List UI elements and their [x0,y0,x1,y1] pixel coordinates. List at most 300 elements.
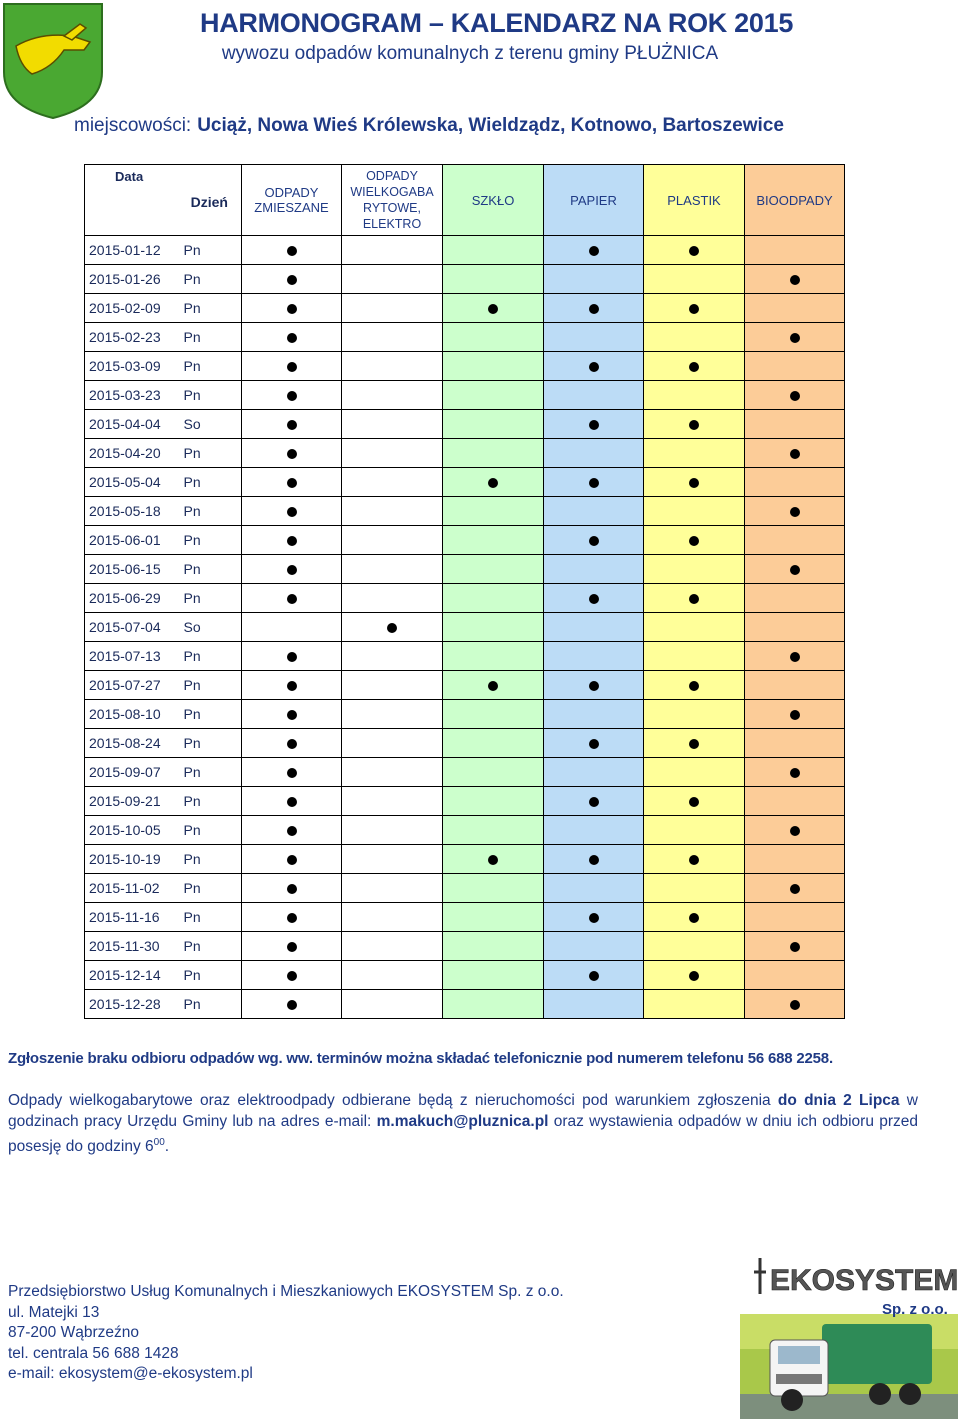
collection-dot-icon [287,304,297,314]
row-date: 2015-09-21 [85,787,178,816]
collection-dot-icon [790,826,800,836]
row-date: 2015-07-27 [85,671,178,700]
cell-bio [745,410,845,439]
cell-bulky [342,236,443,265]
collection-dot-icon [790,942,800,952]
cell-mixed [242,729,342,758]
cell-glass [443,700,544,729]
header-bulky-line4: ELEKTRO [362,217,422,231]
row-day: Pn [178,990,242,1019]
cell-glass [443,787,544,816]
cell-plastic [644,265,745,294]
cell-paper [544,787,644,816]
cell-mixed [242,874,342,903]
collection-dot-icon [287,826,297,836]
cell-glass [443,874,544,903]
cell-plastic [644,352,745,381]
cell-glass [443,294,544,323]
cell-bulky [342,584,443,613]
collection-dot-icon [589,594,599,604]
collection-dot-icon [790,391,800,401]
cell-glass [443,526,544,555]
cell-glass [443,932,544,961]
collection-dot-icon [287,565,297,575]
cell-glass [443,845,544,874]
cell-bulky [342,410,443,439]
cell-bio [745,903,845,932]
cell-bulky [342,265,443,294]
cell-paper [544,816,644,845]
collection-dot-icon [287,710,297,720]
cell-bio [745,323,845,352]
cell-paper [544,439,644,468]
table-row [85,816,845,845]
table-row [85,874,845,903]
table-row [85,990,845,1019]
row-date: 2015-11-30 [85,932,178,961]
header-bulky-line2: WIELKOGABA [350,185,434,199]
cell-glass [443,816,544,845]
cell-paper [544,381,644,410]
table-row [85,845,845,874]
row-day: Pn [178,236,242,265]
cell-mixed [242,439,342,468]
cell-paper [544,236,644,265]
cell-paper [544,555,644,584]
locations-line [74,115,784,137]
collection-dot-icon [287,536,297,546]
cell-plastic [644,555,745,584]
row-date: 2015-09-07 [85,758,178,787]
cell-bio [745,439,845,468]
bulky-note-end: . [164,1138,170,1156]
collection-dot-icon [287,971,297,981]
header-mixed-line1: ODPADY [264,185,319,200]
collection-dot-icon [287,275,297,285]
cell-plastic [644,381,745,410]
cell-glass [443,323,544,352]
cell-glass [443,903,544,932]
footer-email-label: e-mail: [8,1365,55,1382]
cell-mixed [242,671,342,700]
table-row [85,381,845,410]
table-row [85,642,845,671]
table-row [85,497,845,526]
collection-dot-icon [689,855,699,865]
table-row [85,758,845,787]
complaint-note: Zgłoszenie braku odbioru odpadów wg. ww. terminów można składać telefonicznie pod numerem telefonu 56 688 2258. [8,1050,833,1067]
collection-dot-icon [689,797,699,807]
cell-bulky [342,729,443,758]
collection-dot-icon [589,797,599,807]
cell-paper [544,468,644,497]
locations-label: miejscowości: [74,115,192,136]
cell-plastic [644,845,745,874]
table-row [85,468,845,497]
table-row [85,439,845,468]
cell-mixed [242,642,342,671]
row-date: 2015-06-29 [85,584,178,613]
row-day: Pn [178,323,242,352]
cell-bulky [342,845,443,874]
cell-mixed [242,932,342,961]
cell-plastic [644,294,745,323]
cell-bio [745,381,845,410]
cell-plastic [644,903,745,932]
row-day: Pn [178,439,242,468]
cell-glass [443,439,544,468]
cell-plastic [644,236,745,265]
header-mixed [242,165,342,236]
header-mixed-line2: ZMIESZANE [254,200,329,215]
header-date: Data [85,165,178,236]
collection-dot-icon [689,913,699,923]
table-row [85,932,845,961]
cell-bio [745,845,845,874]
cell-bulky [342,439,443,468]
cell-mixed [242,497,342,526]
collection-dot-icon [589,304,599,314]
cell-bio [745,729,845,758]
table-row [85,265,845,294]
cell-mixed [242,584,342,613]
cell-bio [745,758,845,787]
table-row [85,294,845,323]
cell-bulky [342,294,443,323]
row-date: 2015-10-05 [85,816,178,845]
row-date: 2015-01-12 [85,236,178,265]
cell-mixed [242,816,342,845]
bulky-waste-note [8,1090,918,1157]
collection-dot-icon [287,391,297,401]
cell-paper [544,410,644,439]
collection-dot-icon [790,652,800,662]
cell-glass [443,729,544,758]
row-day: Pn [178,555,242,584]
collection-dot-icon [689,362,699,372]
cell-mixed [242,352,342,381]
cell-paper [544,526,644,555]
collection-dot-icon [287,768,297,778]
table-row [85,410,845,439]
cell-mixed [242,845,342,874]
cell-bulky [342,961,443,990]
cell-plastic [644,642,745,671]
collection-dot-icon [689,681,699,691]
cell-bulky [342,932,443,961]
row-day: Pn [178,758,242,787]
collection-dot-icon [287,449,297,459]
cell-plastic [644,671,745,700]
row-date: 2015-05-04 [85,468,178,497]
cell-plastic [644,961,745,990]
table-row [85,729,845,758]
cell-bio [745,816,845,845]
collection-dot-icon [589,362,599,372]
cell-glass [443,468,544,497]
cell-bio [745,700,845,729]
row-day: Pn [178,265,242,294]
cell-bio [745,555,845,584]
collection-dot-icon [287,1000,297,1010]
collection-dot-icon [790,768,800,778]
collection-dot-icon [287,913,297,923]
collection-dot-icon [589,246,599,256]
row-day: Pn [178,584,242,613]
cell-paper [544,584,644,613]
row-day: Pn [178,874,242,903]
table-row [85,903,845,932]
cell-bulky [342,758,443,787]
cell-glass [443,990,544,1019]
logo-suffix: Sp. z o.o. [882,1301,948,1318]
cell-plastic [644,439,745,468]
table-row [85,526,845,555]
table-row [85,700,845,729]
municipal-crest-icon [2,2,104,120]
row-day: Pn [178,642,242,671]
table-row [85,555,845,584]
row-day: Pn [178,468,242,497]
collection-dot-icon [287,420,297,430]
collection-dot-icon [287,246,297,256]
collection-dot-icon [589,681,599,691]
row-day: So [178,410,242,439]
collection-dot-icon [287,797,297,807]
row-day: Pn [178,381,242,410]
collection-dot-icon [488,478,498,488]
row-date: 2015-05-18 [85,497,178,526]
header-paper: PAPIER [544,165,644,236]
collection-dot-icon [589,855,599,865]
row-date: 2015-11-02 [85,874,178,903]
cell-glass [443,265,544,294]
cell-bio [745,961,845,990]
cell-glass [443,584,544,613]
cell-bulky [342,497,443,526]
cell-plastic [644,816,745,845]
collection-dot-icon [589,420,599,430]
cell-bulky [342,468,443,497]
row-date: 2015-12-28 [85,990,178,1019]
row-date: 2015-12-14 [85,961,178,990]
table-row [85,613,845,642]
schedule-rows [85,236,845,1019]
collection-dot-icon [287,652,297,662]
cell-mixed [242,526,342,555]
cell-paper [544,323,644,352]
cell-glass [443,555,544,584]
collection-dot-icon [589,739,599,749]
collection-dot-icon [287,478,297,488]
bulky-note-hour-sup: 00 [153,1137,165,1148]
row-day: Pn [178,729,242,758]
cell-paper [544,874,644,903]
cell-plastic [644,758,745,787]
cell-bio [745,352,845,381]
cell-plastic [644,874,745,903]
logo-brand: EKOSYSTEM [770,1264,958,1297]
collection-dot-icon [287,739,297,749]
row-day: Pn [178,700,242,729]
header-bulky-line1: ODPADY [366,169,418,183]
cell-paper [544,758,644,787]
cell-mixed [242,903,342,932]
cell-mixed [242,236,342,265]
collection-dot-icon [387,623,397,633]
cell-glass [443,758,544,787]
cell-mixed [242,265,342,294]
row-day: Pn [178,294,242,323]
cell-glass [443,642,544,671]
cell-paper [544,497,644,526]
cell-bulky [342,352,443,381]
cell-paper [544,961,644,990]
header-bulky-line3: RYTOWE, [363,201,421,215]
cell-bio [745,932,845,961]
table-row [85,352,845,381]
cell-plastic [644,990,745,1019]
row-day: Pn [178,961,242,990]
cell-mixed [242,961,342,990]
cell-bio [745,526,845,555]
collection-dot-icon [589,478,599,488]
collection-dot-icon [287,333,297,343]
header-plastic: PLASTIK [644,165,745,236]
cell-bulky [342,381,443,410]
collection-dot-icon [287,507,297,517]
cell-mixed [242,468,342,497]
cell-plastic [644,468,745,497]
row-date: 2015-10-19 [85,845,178,874]
row-day: Pn [178,845,242,874]
cell-bulky [342,323,443,352]
cell-plastic [644,787,745,816]
cell-bulky [342,555,443,584]
bulky-note-text-1: Odpady wielkogabarytowe oraz elektroodpady odbierane będą z nieruchomości pod warunkiem zgłoszenia [8,1092,771,1109]
cell-mixed [242,990,342,1019]
cell-paper [544,265,644,294]
ekosystem-logo [740,1254,958,1419]
cell-glass [443,497,544,526]
collection-dot-icon [790,884,800,894]
cell-paper [544,613,644,642]
cell-bio [745,497,845,526]
collection-dot-icon [689,246,699,256]
table-header-row [85,165,845,236]
collection-dot-icon [689,536,699,546]
header-bulky [342,165,443,236]
cell-plastic [644,932,745,961]
cell-paper [544,294,644,323]
cell-glass [443,410,544,439]
collection-dot-icon [790,507,800,517]
row-day: Pn [178,526,242,555]
cell-mixed [242,381,342,410]
row-day: Pn [178,903,242,932]
row-date: 2015-04-20 [85,439,178,468]
cell-bulky [342,816,443,845]
collection-dot-icon [488,304,498,314]
cell-plastic [644,700,745,729]
collection-dot-icon [589,913,599,923]
cell-bio [745,874,845,903]
cell-bulky [342,526,443,555]
cell-paper [544,671,644,700]
cell-glass [443,961,544,990]
cell-bio [745,294,845,323]
collection-dot-icon [689,739,699,749]
footer-street: ul. Matejki 13 [8,1303,100,1321]
company-footer [8,1282,564,1385]
row-date: 2015-03-23 [85,381,178,410]
cell-plastic [644,729,745,758]
row-day: Pn [178,352,242,381]
page-title: HARMONOGRAM – KALENDARZ NA ROK 2015 [200,8,794,38]
collection-dot-icon [689,478,699,488]
bulky-note-email: m.makuch@pluznica.pl [376,1113,549,1130]
cell-bio [745,265,845,294]
row-date: 2015-06-01 [85,526,178,555]
collection-dot-icon [287,681,297,691]
collection-dot-icon [689,971,699,981]
collection-dot-icon [488,681,498,691]
row-date: 2015-07-13 [85,642,178,671]
cell-bio [745,236,845,265]
cell-bulky [342,874,443,903]
collection-dot-icon [287,942,297,952]
collection-dot-icon [689,420,699,430]
collection-dot-icon [790,449,800,459]
row-day: Pn [178,816,242,845]
table-row [85,584,845,613]
cell-bio [745,613,845,642]
cell-paper [544,845,644,874]
schedule-table [84,164,845,1019]
header-day: Dzień [178,165,242,236]
header-bio: BIOODPADY [745,165,845,236]
cell-mixed [242,323,342,352]
footer-city: 87-200 Wąbrzeźno [8,1324,139,1341]
page-subtitle: wywozu odpadów komunalnych z terenu gminy PŁUŻNICA [221,43,719,64]
bulky-note-text-3: oraz wystawienia odpadów w dniu ich odbioru przed posesję do godziny 6 [8,1113,918,1156]
row-date: 2015-08-24 [85,729,178,758]
cell-glass [443,613,544,642]
bulky-note-deadline: do dnia 2 Lipca [777,1092,900,1109]
cell-mixed [242,410,342,439]
cell-mixed [242,700,342,729]
row-day: So [178,613,242,642]
cell-glass [443,236,544,265]
cell-plastic [644,323,745,352]
footer-email-link[interactable]: ekosystem@e-ekosystem.pl [58,1365,253,1382]
table-row [85,671,845,700]
row-day: Pn [178,787,242,816]
cell-plastic [644,410,745,439]
collection-dot-icon [790,710,800,720]
cell-paper [544,729,644,758]
cell-plastic [644,497,745,526]
schedule-table-wrapper [84,164,844,1019]
cell-glass [443,381,544,410]
collection-dot-icon [287,855,297,865]
table-row [85,787,845,816]
collection-dot-icon [589,971,599,981]
row-day: Pn [178,497,242,526]
collection-dot-icon [287,594,297,604]
row-date: 2015-11-16 [85,903,178,932]
collection-dot-icon [790,275,800,285]
